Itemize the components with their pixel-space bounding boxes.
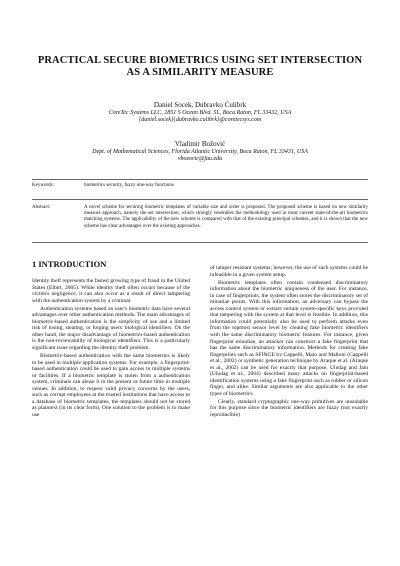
author-block-2 bbox=[40, 141, 360, 164]
right-column bbox=[210, 265, 368, 420]
abstract-text: A novel scheme for securing biometric templates of variable size and order is proposed. The proposed scheme is based on new similarity measure approach, namely the set intersection, which strongly resembles the methodology used in most current state-of-the-art biometrics matching systems. The applicability of the new scheme is compared with that of the existing principal schemes, and it is shown that the new scheme has clear advantages over the existing approaches. bbox=[84, 205, 368, 229]
paper-title bbox=[30, 55, 370, 79]
paragraph: Authentication systems based on user's biometric data have several advantages over other authentication methods. The main advantages of biometric-based authentication is the simplicity of use and a limited risk of losing, stealing, or forging users' biological identifiers. On the other hand, the major disadvantage of biometrics-based authentication is the non-reviewability of biological identifiers. This is a particularly significant issue regarding the identity theft problem. bbox=[32, 305, 190, 351]
divider bbox=[32, 179, 368, 180]
paragraph: Identity theft represents the fastest growing type of fraud in the United States (Elbirt, 2005). While identity theft often occurs because of the victim's negligence, it can also occur as a result of direct tampering with the authentication system by a criminal. bbox=[32, 278, 190, 304]
keywords-label: Keywords: bbox=[32, 183, 54, 188]
paragraph: Clearly, standard cryptographic one-way primitives are unsuitable for this purpose since the biometric identifiers are fuzzy (not exactly reproducible) bbox=[210, 398, 368, 419]
author-emails: {daniel.socek}{dubravko.culibrk}@coretecsys.com bbox=[138, 117, 262, 124]
left-column bbox=[32, 278, 190, 420]
paragraph: Biometric-based authentication with the same biometrics is likely to be used in multiple application systems. For example, a fingerprint-based authentication could be used to gain access to multiple systems or facilities. If a biometric template is stolen from a authentication system, criminals can abuse it in the present or future time in multiple venues. In addition, to respect valid privacy concerns by the users, such as corrupt employees at the trusted institutions that have access to a database of biometric templates, the templates should not be stored as plaintext (in its clear form). One solution to the problem is to make use bbox=[32, 353, 190, 418]
author-names: Vladimir Božović bbox=[174, 140, 226, 148]
abstract-label: Abstract: bbox=[32, 205, 51, 210]
paragraph: Biometric templates often contain condensed discriminatory information about the biometric uniqueness of the user. For instance, in case of fingerprints, the system often stores the discriminatory set of minutiae points. With this information, an adversary can bypass the access control system or extract certain system-specific keys provided that tampering with the system at that level is feasible. In addition, this information could potentially also be used to perform attacks even from the topmost sensor level by creating fake biometric identifiers with the same discriminatory biometric features. For instance, given fingerprint minutiae, an attacker can construct a fake fingerprint that has the same discriminatory information. Methods for creating fake fingerprints such as SFINGE by Cappelli, Maio and Maltoni (Cappelli et al., 2002) or synthetic generation technique by Araque et al. (Araque et al., 2002) can be used for exactly that purpose. Uludag and Jain (Uludag et al., 2004) described many attacks on fingerprint-based identification systems using a fake fingerprint such as rubber or silicon finger, and alike. Similar arguments are also applicable to the other types of biometrics. bbox=[210, 279, 368, 397]
keywords-text: biometrics security, fuzzy one-way functions bbox=[84, 183, 174, 188]
section-heading: 1 INTRODUCTION bbox=[32, 259, 107, 269]
author-affiliation: CoreTec Systems LLC, 2851 S Ocean Blvd. 5L, Boca Raton, FL 33432, USA bbox=[108, 109, 292, 116]
author-names: Daniel Socek, Dubravko Ćulibrk bbox=[153, 101, 247, 109]
title-line-2: AS A SIMILARITY MEASURE bbox=[126, 67, 274, 78]
divider bbox=[32, 199, 368, 200]
paragraph: of tamper resistant systems; however, the use of such systems could be infeasible in a given system setup. bbox=[210, 265, 368, 278]
divider bbox=[32, 242, 368, 243]
author-block-1 bbox=[40, 102, 360, 125]
author-emails: vbozovic@fau.edu bbox=[177, 156, 223, 163]
author-affiliation: Dept. of Mathematical Sciences, Florida Atlantic University, Boca Raton, FL 33431, USA bbox=[92, 148, 308, 155]
title-line-1: PRACTICAL SECURE BIOMETRICS USING SET INTERSECTION bbox=[37, 55, 363, 66]
